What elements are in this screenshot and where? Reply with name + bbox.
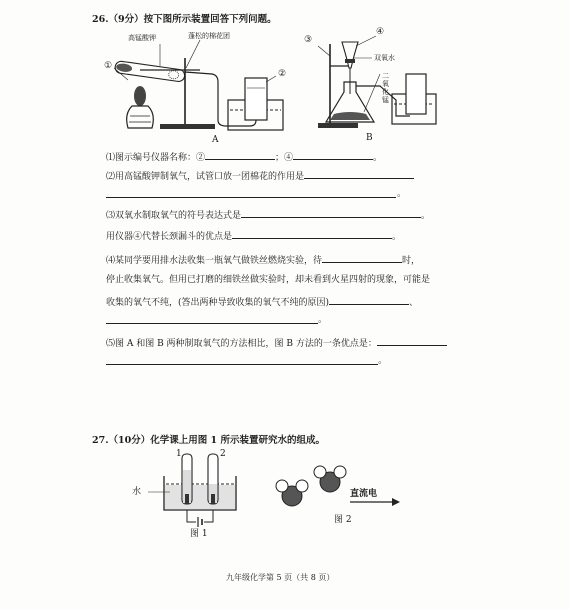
answer-blank-cotton[interactable] bbox=[304, 169, 414, 179]
figure-a-num2: ② bbox=[278, 69, 287, 79]
figure-b-num4: ④ bbox=[376, 27, 385, 37]
q26-part4d-end: 。 bbox=[318, 315, 328, 325]
answer-blank-2[interactable] bbox=[205, 150, 275, 160]
q26-part4c-end: 、 bbox=[409, 298, 419, 308]
answer-blank-advantage[interactable] bbox=[232, 229, 392, 239]
figure-1-caption: 图 1 bbox=[190, 529, 208, 539]
answer-blank-when[interactable] bbox=[322, 253, 402, 263]
figure-b-caption: B bbox=[366, 133, 373, 143]
q26-part1-text: ⑴图示编号仪器名称：② bbox=[106, 153, 206, 163]
q26-part4-end: 时， bbox=[402, 256, 421, 266]
q26-part3b bbox=[106, 229, 401, 243]
figure-2 bbox=[270, 462, 410, 532]
water-label: 水 bbox=[132, 487, 142, 497]
q26-part2 bbox=[106, 169, 414, 183]
q26-part4 bbox=[106, 253, 420, 267]
q26-part4c-text: 收集的氧气不纯，(答出两种导致收集的氧气不纯的原因) bbox=[106, 298, 330, 308]
q26-part1 bbox=[106, 150, 382, 164]
q26-part5 bbox=[106, 336, 447, 350]
answer-line-reason2[interactable] bbox=[106, 323, 318, 324]
figure-a-num1: ① bbox=[104, 61, 113, 71]
figure-a-drawing bbox=[100, 28, 290, 148]
figure-b-num3: ③ bbox=[304, 35, 313, 45]
answer-blank-equation[interactable] bbox=[241, 208, 421, 218]
answer-blank-reason1[interactable] bbox=[329, 295, 409, 305]
label-cotton: 蓬松的棉花团 bbox=[188, 32, 230, 40]
q26-header: 26.（9分）按下图所示装置回答下列问题。 bbox=[92, 14, 277, 25]
answer-line-benefit-2[interactable] bbox=[106, 364, 378, 365]
answer-blank-benefit[interactable] bbox=[377, 336, 447, 346]
q26-part5-text: ⑸图 A 和图 B 两种制取氧气的方法相比，图 B 方法的一条优点是： bbox=[106, 339, 377, 349]
arrow-label: 直流电 bbox=[350, 489, 378, 499]
q26-part4b: 停止收集氧气。但用已打磨的细铁丝做实验时，却未看到火星四射的现象，可能是 bbox=[106, 275, 431, 285]
figure-a bbox=[100, 28, 290, 148]
q26-part3b-end: 。 bbox=[392, 232, 402, 242]
page-footer: 九年级化学第 5 页（共 8 页） bbox=[226, 573, 335, 582]
q26-part1-sep: ； bbox=[275, 153, 285, 163]
q26-part3 bbox=[106, 208, 430, 222]
label-kmno4: 高锰酸钾 bbox=[128, 34, 156, 42]
q27-header: 27.（10分）化学课上用图 1 所示装置研究水的组成。 bbox=[92, 435, 325, 446]
q26-part3b-text: 用仪器④代替长颈漏斗的优点是 bbox=[106, 232, 233, 242]
q26-part1-num: ④ bbox=[284, 153, 294, 163]
tube-label-1: 1 bbox=[176, 449, 182, 459]
figure-2-caption: 图 2 bbox=[334, 515, 352, 525]
q26-part2-end: 。 bbox=[397, 189, 407, 199]
q26-part5-end: 。 bbox=[378, 356, 388, 366]
label-h2o2: 双氧水 bbox=[374, 54, 395, 62]
answer-blank-4[interactable] bbox=[293, 150, 373, 160]
q26-part4c bbox=[106, 295, 418, 309]
figure-b bbox=[300, 24, 450, 144]
figure-a-caption: A bbox=[212, 135, 219, 145]
answer-line-cotton-2[interactable] bbox=[106, 197, 396, 198]
figure-b-drawing bbox=[300, 24, 450, 144]
q26-part3-text: ⑶双氧水制取氧气的符号表达式是 bbox=[106, 211, 242, 221]
q26-part3-end: 。 bbox=[421, 211, 431, 221]
tube-label-2: 2 bbox=[220, 449, 226, 459]
label-mno2: 二氧化锰 bbox=[382, 72, 389, 104]
figure-1-drawing bbox=[130, 448, 250, 538]
q26-part1-end: 。 bbox=[373, 153, 383, 163]
figure-1 bbox=[130, 448, 250, 538]
q26-part2-text: ⑵用高锰酸钾制氧气，试管口放一团棉花的作用是 bbox=[106, 172, 305, 182]
q26-part4-text: ⑷某同学要用排水法收集一瓶氧气做铁丝燃烧实验，待 bbox=[106, 256, 323, 266]
